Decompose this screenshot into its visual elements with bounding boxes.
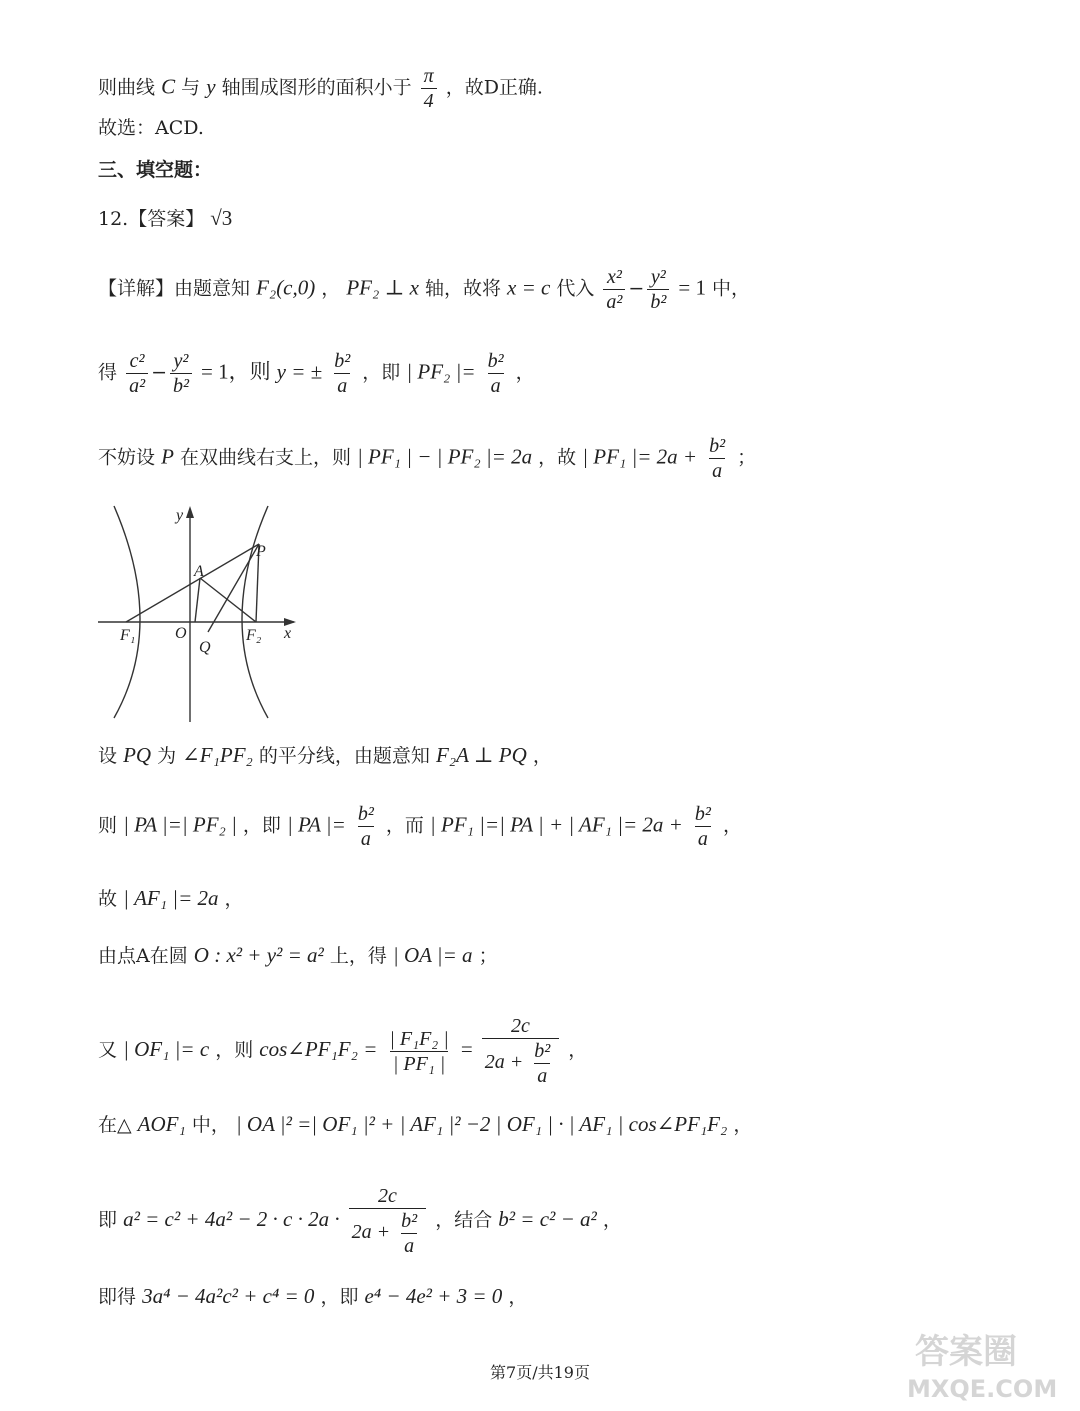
denominator: b² [170, 373, 192, 397]
segment-A-F2 [200, 578, 256, 622]
text: 则曲线 [98, 76, 156, 99]
denominator: a² [126, 373, 148, 397]
numerator: 2c [377, 1185, 397, 1207]
text: 12.【答案】 [98, 208, 205, 230]
math: cos∠PF₁F₂ = [259, 1037, 378, 1061]
numerator: π [423, 65, 434, 87]
text: ， [602, 1209, 622, 1231]
text: 代入 [556, 277, 595, 300]
answer-line [98, 206, 232, 231]
label-P: P [256, 543, 266, 560]
text: ， [722, 814, 742, 837]
numerator: 2c [511, 1015, 530, 1037]
text: ； [737, 446, 757, 469]
y-axis-arrow [186, 506, 194, 518]
fraction [692, 803, 714, 850]
text-line-13 [98, 1112, 752, 1137]
math: | PF₁ |= 2a + [582, 444, 698, 469]
math: | OA |= a [392, 943, 473, 967]
text: 【详解】由题意知 [98, 277, 251, 300]
text: 又 [98, 1039, 118, 1061]
fraction [170, 350, 192, 397]
numerator: x² [606, 266, 622, 288]
denominator: a [709, 458, 725, 482]
text-line-5: 【详解】由题意知 F₂(c,0) ， PF₂ ⊥ x 轴，故将 x = c 代入 $\frac{\text{x²}}{\text{a²}}$ − $\frac{\text{y²}}{\text{b²}}$ = 1 中， [98, 266, 751, 313]
numerator: b² [401, 1210, 418, 1232]
text-line-2 [98, 116, 204, 140]
math: = 1 [678, 275, 706, 300]
text: 不妨设 [98, 446, 156, 469]
numerator: | F₁F₂ | [389, 1027, 449, 1050]
denominator-prefix: 2a + [351, 1221, 391, 1244]
text: 由点A在圆 [98, 945, 188, 967]
fraction [331, 350, 353, 397]
text-line-11 [98, 943, 498, 968]
numerator: y² [650, 266, 666, 288]
numerator: c² [129, 350, 145, 372]
text-line-7 [98, 435, 756, 482]
denominator: a² [603, 289, 625, 313]
math: | PF₁ |=| PA | + | AF₁ |= 2a + [429, 812, 683, 837]
math: e⁴ − 4e² + 3 = 0 [364, 1284, 503, 1308]
math: C [161, 74, 176, 99]
math: | PA |= [286, 812, 346, 837]
numerator: b² [534, 1040, 551, 1062]
segment-A-O [195, 578, 200, 622]
text: ， [568, 1039, 588, 1061]
math: y [206, 74, 216, 99]
text: 的平分线，由题意知 [258, 745, 430, 767]
math: y = ± [276, 359, 323, 384]
math: PQ [123, 743, 152, 767]
math: O : x² + y² = a² [193, 943, 324, 967]
math: F₂A ⊥ PQ [435, 743, 527, 767]
numerator: b² [694, 803, 711, 825]
hyperbola-figure [96, 504, 306, 724]
denominator: a [334, 373, 350, 397]
text-line-6: 得 $\frac{\text{c²}}{\text{a²}}$ − $\frac{\text{y²}}{\text{b²}}$ = 1，则 y = ± $\frac{\text{b²}}{a}$ ，即 | PF₂ |= $\frac{\text{b²}}{a}$ ， [98, 350, 535, 397]
numerator: y² [173, 350, 189, 372]
math: | PF₁ | − | PF₂ |= 2a [357, 444, 533, 469]
math: x = c [507, 275, 551, 300]
math: AOF₁ [137, 1112, 186, 1136]
text: 中， [191, 1114, 230, 1136]
hyperbola-left-branch [114, 506, 140, 718]
text: 中， [712, 277, 751, 300]
denominator: a [401, 1233, 417, 1257]
label-F1: F₁ [120, 627, 136, 644]
text: ， [515, 361, 535, 384]
text: ，结合 [435, 1209, 493, 1231]
heading-text: 三、填空题： [98, 159, 213, 181]
hyperbola-right-branch [242, 506, 268, 718]
inner-fraction [398, 1210, 420, 1257]
text: ，故 [538, 446, 577, 469]
fraction [603, 266, 625, 313]
watermark-text-top: 答案圈 [915, 1332, 1017, 1372]
text-line-15 [98, 1284, 527, 1309]
text: 为 [157, 745, 177, 767]
numerator: b² [487, 350, 504, 372]
math: PF₂ ⊥ x [346, 275, 419, 300]
math: 3a⁴ − 4a²c² + c⁴ = 0 [142, 1284, 315, 1308]
label-Q: Q [199, 639, 211, 656]
text: 在△ [98, 1114, 132, 1136]
denominator [482, 1038, 560, 1087]
text-line-10 [98, 886, 244, 911]
math: b² = c² − a² [498, 1207, 597, 1231]
text: 即 [98, 1209, 118, 1231]
text: 上，得 [329, 945, 387, 967]
math: ∠F₁PF₂ [182, 743, 253, 767]
denominator: | PF₁ | [390, 1051, 448, 1075]
text: 与 [181, 76, 201, 99]
label-F2: F₂ [246, 627, 262, 644]
numerator: b² [357, 803, 374, 825]
fraction-nested [482, 1015, 560, 1087]
numerator: b² [334, 350, 351, 372]
math: | PF₂ |= [406, 359, 476, 384]
denominator: a [534, 1063, 550, 1087]
watermark-text-bottom: MXQE.COM [907, 1375, 1058, 1403]
fraction [706, 435, 728, 482]
text: ； [478, 945, 498, 967]
text: 故选：ACD. [98, 117, 204, 139]
math: = [460, 1037, 473, 1061]
math: P [161, 444, 174, 469]
text: ，则 [215, 1039, 254, 1061]
math: | OF₁ |= c [123, 1037, 210, 1061]
text-line-8 [98, 743, 552, 768]
text: ，即 [242, 814, 281, 837]
denominator: a [358, 826, 374, 850]
denominator: 4 [421, 88, 437, 112]
fraction [126, 350, 148, 397]
denominator: a [695, 826, 711, 850]
text-line-14 [98, 1185, 622, 1257]
answer-value: √3 [210, 206, 233, 230]
denominator [349, 1208, 427, 1257]
text-line-12 [98, 1015, 587, 1087]
text-line-9 [98, 803, 742, 850]
fraction-nested [349, 1185, 427, 1257]
math: = 1，则 [201, 359, 271, 384]
segment-F1-P [126, 544, 259, 622]
text: 在双曲线右支上，则 [179, 446, 351, 469]
denominator: a [488, 373, 504, 397]
text: 则 [98, 814, 118, 837]
fraction [647, 266, 669, 313]
label-x: x [284, 625, 292, 642]
text: 轴围成图形的面积小于 [221, 76, 412, 99]
text: ， [733, 1114, 753, 1136]
section-heading [98, 158, 212, 182]
text-line-1 [98, 65, 543, 112]
math: | OA |² =| OF₁ |² + | AF₁ |² −2 | OF₁ | · | AF₁ | cos∠PF₁F₂ [235, 1112, 728, 1136]
text: 轴，故将 [424, 277, 501, 300]
fraction [485, 350, 507, 397]
math: | AF₁ |= 2a [123, 886, 219, 910]
fraction-pi-over-4 [421, 65, 437, 112]
math: | PA |=| PF₂ | [123, 812, 237, 837]
label-y: y [176, 507, 184, 524]
text: ，而 [385, 814, 424, 837]
text: ，故D正确. [445, 76, 543, 99]
text: 得 [98, 361, 118, 384]
page-footer: 第7页/共19页 [490, 1363, 590, 1382]
numerator: b² [709, 435, 726, 457]
math: a² = c² + 4a² − 2 · c · 2a · [123, 1207, 340, 1231]
text: ， [508, 1286, 528, 1308]
text: ， [532, 745, 552, 767]
fraction [386, 1028, 451, 1075]
label-A: A [194, 563, 204, 580]
inner-fraction [531, 1040, 553, 1087]
text: 即得 [98, 1286, 137, 1308]
text: ， [321, 277, 341, 300]
text: ，即 [362, 361, 401, 384]
math: F₂(c,0) [256, 275, 316, 300]
label-O: O [175, 625, 187, 642]
text: 设 [98, 745, 118, 767]
text: ， [224, 888, 244, 910]
denominator-prefix: 2a + [484, 1051, 524, 1074]
text: 故 [98, 888, 118, 910]
text: ，即 [320, 1286, 359, 1308]
fraction [355, 803, 377, 850]
denominator: b² [647, 289, 669, 313]
